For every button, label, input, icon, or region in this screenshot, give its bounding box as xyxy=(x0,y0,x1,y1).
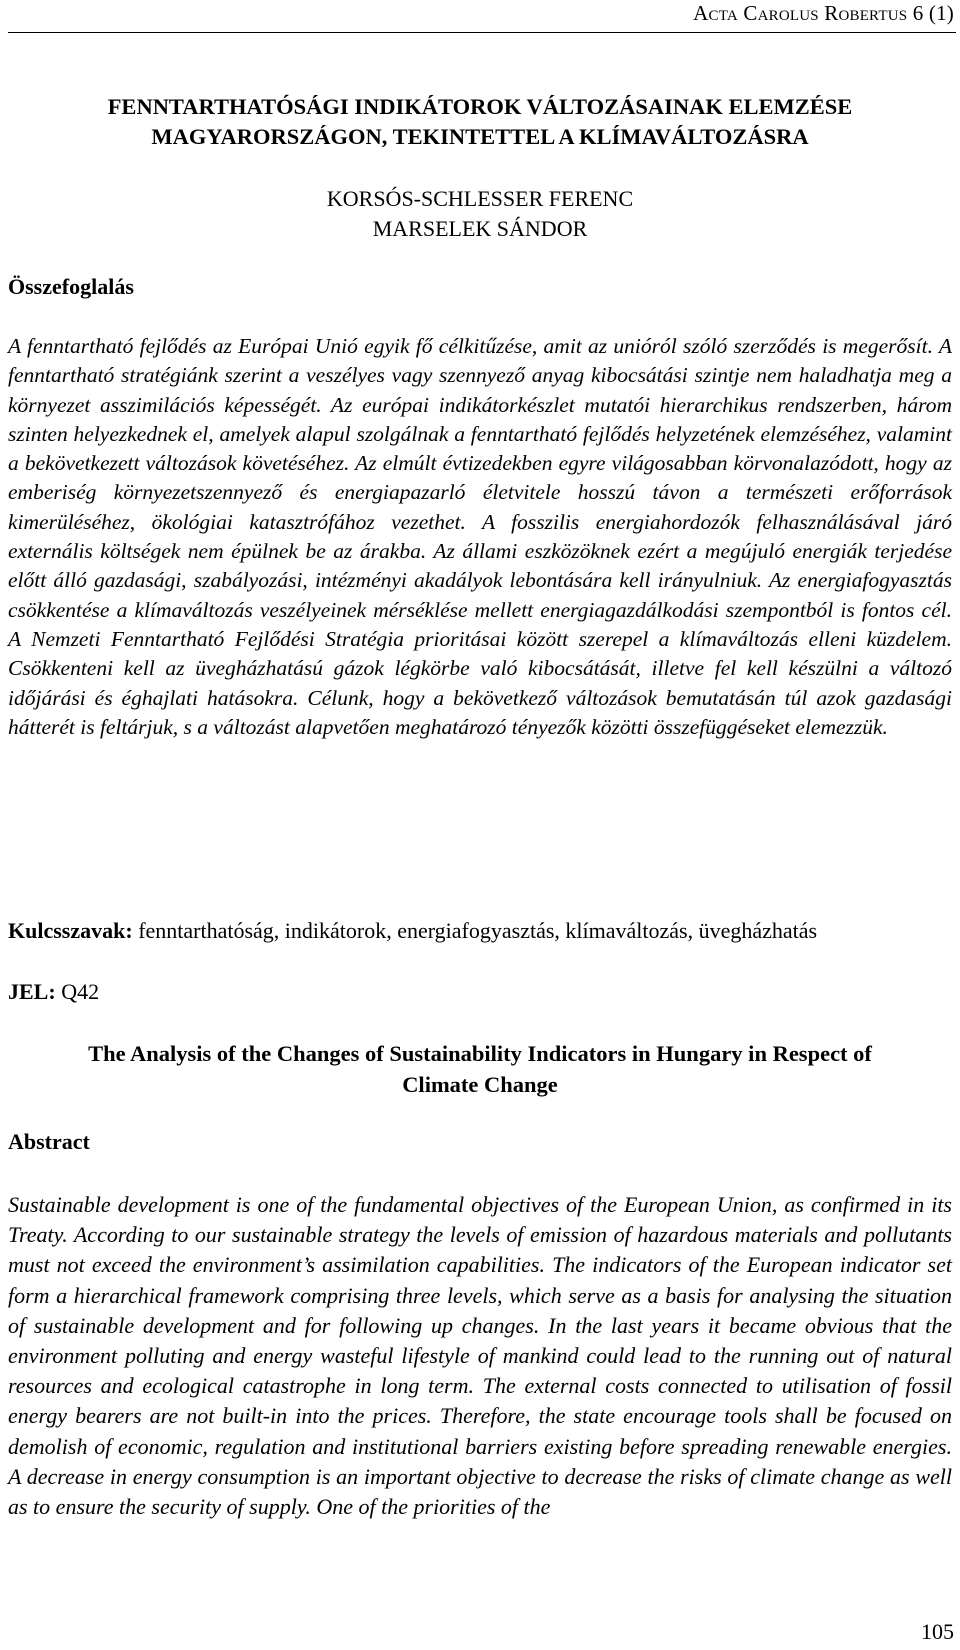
page-number: 105 xyxy=(921,1619,954,1644)
english-abstract-text: Sustainable development is one of the fundamental objectives of the European Union, as confirmed in its Treaty. According to our sustainable strategy the levels of emission of hazardous materials and pollutants must not exceed the environment’s assimilation capabilities. The indicators of the European indicator set form a hierarchical framework comprising three levels, which serve as a basis for analysing the situation of sustainable development and for following up changes. In the last years it became obvious that the environment polluting and energy wasteful lifestyle of mankind could lead to the running out of natural resources and ecological catastrophe in long term. The external costs connected to utilisation of fossil energy bearers are not built-in into the prices. Therefore, the state encourage tools shall be focused on demolish of economic, regulation and institutional barriers existing before spreading renewable energies. A decrease in energy consumption is an important objective to decrease the risks of climate change as well as to ensure the security of supply. One of the priorities of the xyxy=(8,1192,952,1520)
author-name: KORSÓS-SCHLESSER FERENC xyxy=(326,186,634,211)
keywords-label: Kulcsszavak: xyxy=(8,918,133,943)
abstract-heading: Abstract xyxy=(8,1129,90,1154)
running-header: Acta Carolus Robertus 6 (1) xyxy=(693,1,954,25)
jel-label: JEL: xyxy=(8,979,56,1004)
hungarian-title-line-1: FENNTARTHATÓSÁGI INDIKÁTOROK VÁLTOZÁSAINAK ELEMZÉSE xyxy=(107,94,853,119)
author-name: MARSELEK SÁNDOR xyxy=(372,216,588,241)
summary-heading: Összefoglalás xyxy=(8,274,134,299)
hungarian-title xyxy=(10,92,950,152)
jel-classification xyxy=(8,977,99,1007)
english-title xyxy=(8,1038,952,1100)
jel-code: Q42 xyxy=(61,979,100,1004)
hungarian-summary-text: A fenntartható fejlődés az Európai Unió egyik fő célkitűzése, amit az unióról szóló szerződés is megerősít. A fenntartható stratégiánk szerint a veszélyes vagy szennyező anyag kibocsátási szintje nem haladhatja meg a környezet asszimilációs képességét. Az európai indikátorkészlet mutatói hierarchikus rendszerben, három szinten helyezkednek el, amelyek alapul szolgálnak a fenntartható fejlődés helyzetének elemzéséhez, valamint a bekövetkezett változások követéséhez. Az elmúlt évtizedekben egyre világosabban körvonalazódott, hogy az emberiség környezetszennyező és energiapazarló életvitele hosszú távon a természeti erőforrások kimerüléséhez, ökológiai katasztrófához vezethet. A fosszilis energiahordozók felhasználásával járó externális költségek nem épülnek be az árakba. Az állami eszközöknek ezért a megújuló energiák terjedése előtt álló gazdasági, szabályozási, intézményi akadályok lebontására kell irányulniuk. Az energiafogyasztás csökkentése a klímaváltozás veszélyeinek mérséklése mellett energiagazdálkodási szempontból is fontos cél. A Nemzeti Fenntartható Fejlődési Stratégia prioritásai között szerepel a klímaváltozás elleni küzdelem. Csökkenteni kell az üvegházhatású gázok légkörbe való kibocsátását, illetve fel kell készülni a változó időjárási és éghajlati hatásokra. Célunk, hogy a bekövetkező változások bemutatásán túl azok gazdasági hátterét is feltárjuk, s a változást alapvetően meghatározó tényezők közötti összefüggéseket elemezzük. xyxy=(8,334,952,739)
english-title-line-2: Climate Change xyxy=(402,1072,558,1097)
keywords-text: fenntarthatóság, indikátorok, energiafogyasztás, klímaváltozás, üvegházhatás xyxy=(138,918,818,943)
hungarian-title-line-2: MAGYARORSZÁGON, TEKINTETTEL A KLÍMAVÁLTOZÁSRA xyxy=(151,124,809,149)
author-list xyxy=(10,184,950,244)
keywords-line xyxy=(8,916,952,946)
english-title-line-1: The Analysis of the Changes of Sustainability Indicators in Hungary in Respect of xyxy=(88,1041,872,1066)
header-divider xyxy=(8,32,956,33)
